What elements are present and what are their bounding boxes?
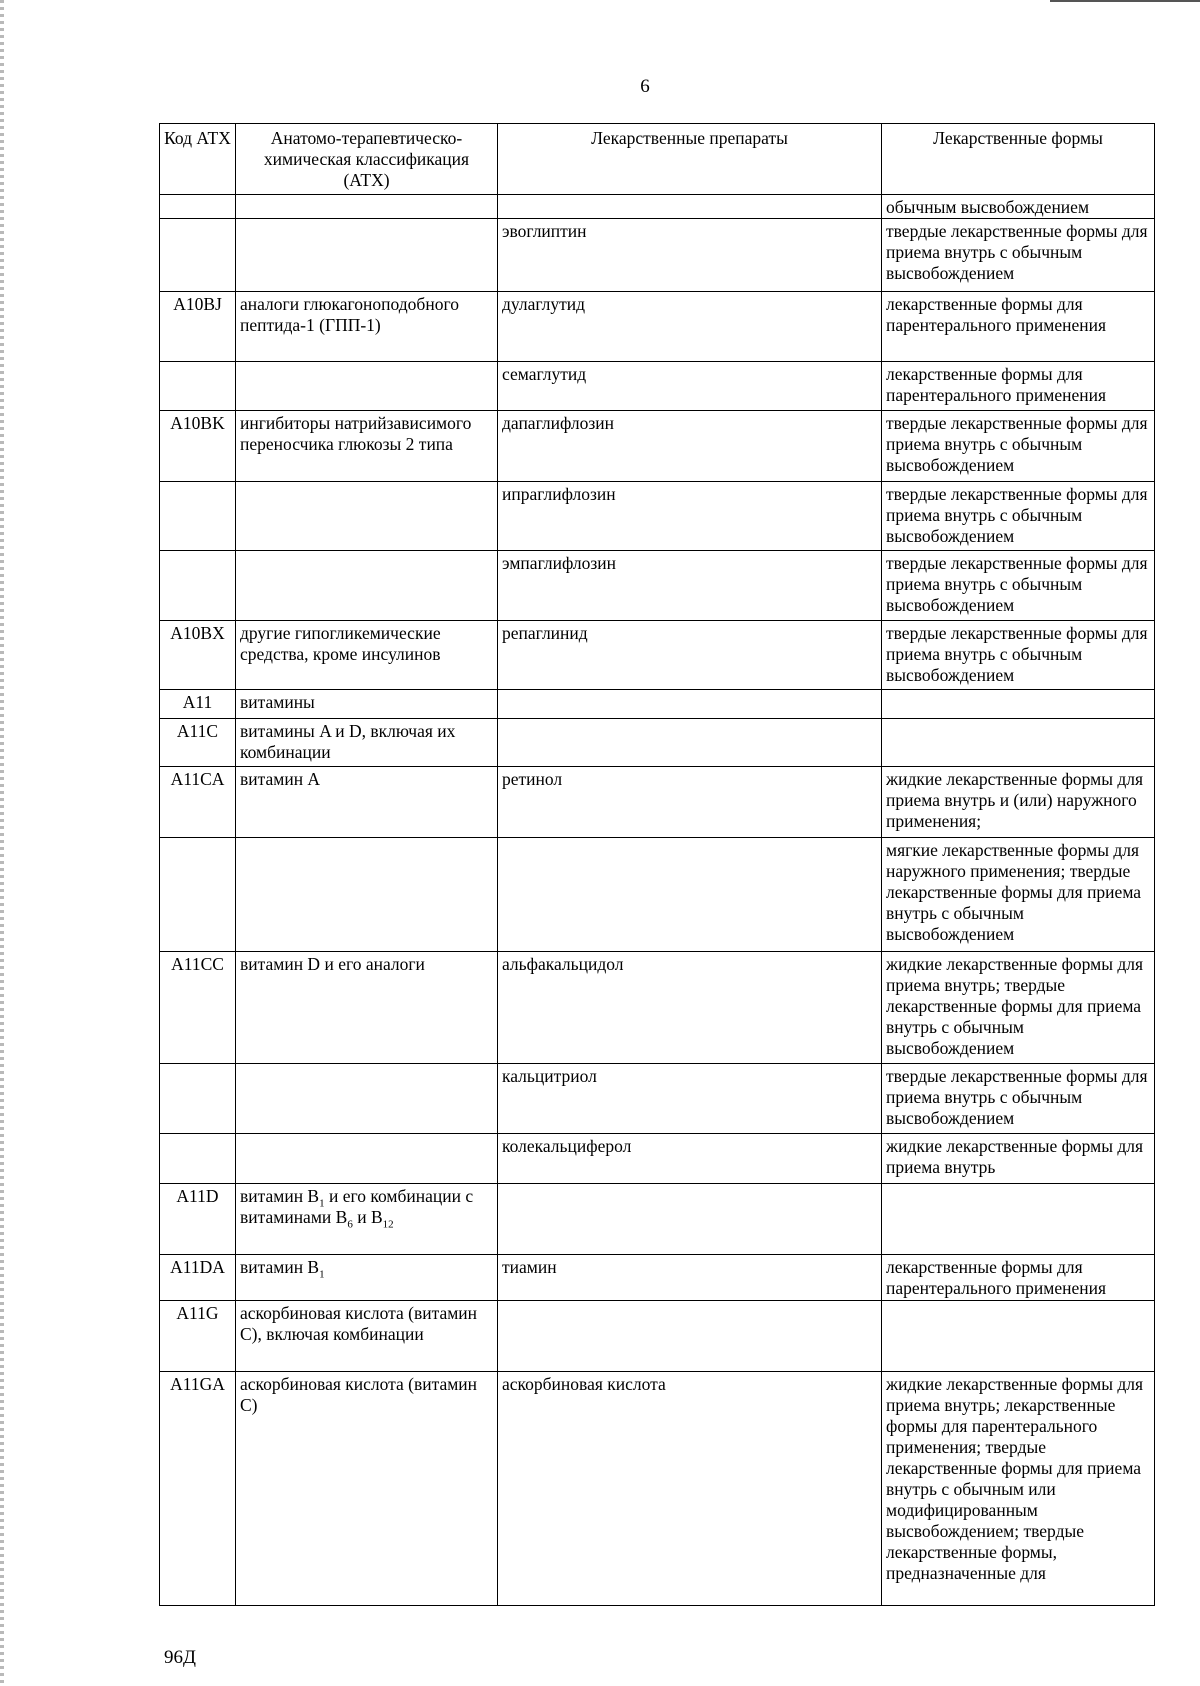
cell-form — [882, 1184, 1155, 1255]
cell-classification: ингибиторы натрийзависимого переносчика глюкозы 2 типа — [236, 411, 498, 482]
header-code: Код АТХ — [160, 124, 236, 195]
cell-drug: ретинол — [498, 767, 882, 838]
table-row — [160, 1301, 1155, 1372]
cell-form: жидкие лекарственные формы для приема внутрь — [882, 1134, 1155, 1184]
cell-classification — [236, 1255, 498, 1301]
cell-classification: витамин А — [236, 767, 498, 838]
cell-classification — [236, 1064, 498, 1134]
table-row — [160, 767, 1155, 838]
cell-drug: колекальциферол — [498, 1134, 882, 1184]
cell-form: твердые лекарственные формы для приема внутрь с обычным высвобождением — [882, 551, 1155, 621]
cell-drug: эвоглиптин — [498, 219, 882, 292]
table-row — [160, 1184, 1155, 1255]
subscript: 1 — [319, 1268, 325, 1281]
header-classification: Анатомо-терапевтическо-химическая классификация (АТХ) — [236, 124, 498, 195]
table-row — [160, 1064, 1155, 1134]
cell-drug: аскорбиновая кислота — [498, 1372, 882, 1606]
cell-code: A10BX — [160, 621, 236, 690]
page-number: 6 — [640, 76, 650, 97]
subscript: 12 — [382, 1218, 394, 1231]
cell-code — [160, 482, 236, 551]
cell-drug — [498, 195, 882, 219]
cell-classification — [236, 362, 498, 411]
cell-drug: ипраглифлозин — [498, 482, 882, 551]
subscript: 1 — [319, 1197, 325, 1210]
footer-code: 96Д — [164, 1647, 196, 1668]
table-row — [160, 690, 1155, 719]
cell-drug — [498, 1184, 882, 1255]
header-drugs: Лекарственные препараты — [498, 124, 882, 195]
cell-code — [160, 1134, 236, 1184]
cell-classification — [236, 1184, 498, 1255]
cell-form — [882, 1301, 1155, 1372]
cell-code — [160, 551, 236, 621]
cell-code: A11G — [160, 1301, 236, 1372]
cell-code — [160, 195, 236, 219]
table-row — [160, 411, 1155, 482]
cell-code — [160, 219, 236, 292]
header-forms: Лекарственные формы — [882, 124, 1155, 195]
cell-drug: репаглинид — [498, 621, 882, 690]
text-part: витамин B — [240, 1257, 320, 1277]
table-row — [160, 362, 1155, 411]
cell-classification: витамины A и D, включая их комбинации — [236, 719, 498, 767]
cell-code: A11CA — [160, 767, 236, 838]
subscript: 6 — [347, 1218, 353, 1231]
cell-form: обычным высвобождением — [882, 195, 1155, 219]
cell-form: лекарственные формы для парентерального применения — [882, 292, 1155, 362]
cell-drug: семаглутид — [498, 362, 882, 411]
table-row — [160, 219, 1155, 292]
cell-classification: аналоги глюкагоноподобного пептида-1 (ГПП-1) — [236, 292, 498, 362]
cell-form: твердые лекарственные формы для приема внутрь с обычным высвобождением — [882, 482, 1155, 551]
cell-drug — [498, 1301, 882, 1372]
cell-drug — [498, 838, 882, 952]
cell-drug — [498, 719, 882, 767]
cell-code: A11 — [160, 690, 236, 719]
cell-classification: витамины — [236, 690, 498, 719]
cell-drug: дапаглифлозин — [498, 411, 882, 482]
cell-code: A10BK — [160, 411, 236, 482]
cell-classification — [236, 219, 498, 292]
text-part: и его комбинации с витаминами B — [240, 1186, 474, 1227]
cell-code — [160, 838, 236, 952]
table-row — [160, 719, 1155, 767]
cell-drug: дулаглутид — [498, 292, 882, 362]
cell-form: твердые лекарственные формы для приема внутрь с обычным высвобождением — [882, 621, 1155, 690]
table-row — [160, 292, 1155, 362]
cell-code: A11GA — [160, 1372, 236, 1606]
cell-classification — [236, 551, 498, 621]
table-row — [160, 1255, 1155, 1301]
cell-form: лекарственные формы для парентерального применения — [882, 362, 1155, 411]
cell-form: жидкие лекарственные формы для приема внутрь; твердые лекарственные формы для приема внутрь с обычным высвобождением — [882, 952, 1155, 1064]
cell-form: жидкие лекарственные формы для приема внутрь; лекарственные формы для парентерального применения; твердые лекарственные формы для приема внутрь с обычным или модифицированным высвобождением; твердые лекарственные формы, предназначенные для — [882, 1372, 1155, 1606]
cell-drug: альфакальцидол — [498, 952, 882, 1064]
cell-code — [160, 362, 236, 411]
table-row — [160, 482, 1155, 551]
scan-edge-left — [0, 0, 4, 1686]
cell-classification — [236, 1134, 498, 1184]
cell-code: A10BJ — [160, 292, 236, 362]
cell-classification — [236, 195, 498, 219]
cell-form: твердые лекарственные формы для приема внутрь с обычным высвобождением — [882, 1064, 1155, 1134]
cell-classification: аскорбиновая кислота (витамин С), включая комбинации — [236, 1301, 498, 1372]
cell-classification: другие гипогликемические средства, кроме инсулинов — [236, 621, 498, 690]
cell-form — [882, 690, 1155, 719]
cell-form: лекарственные формы для парентерального применения — [882, 1255, 1155, 1301]
table-row — [160, 551, 1155, 621]
text-part: витамин B — [240, 1186, 320, 1206]
cell-code: A11CC — [160, 952, 236, 1064]
cell-form: жидкие лекарственные формы для приема внутрь и (или) наружного применения; — [882, 767, 1155, 838]
cell-code: A11DA — [160, 1255, 236, 1301]
cell-classification: витамин D и его аналоги — [236, 952, 498, 1064]
cell-code: A11D — [160, 1184, 236, 1255]
cell-drug: тиамин — [498, 1255, 882, 1301]
table-row — [160, 952, 1155, 1064]
table-header-row — [160, 124, 1155, 195]
cell-code: A11C — [160, 719, 236, 767]
cell-drug: эмпаглифлозин — [498, 551, 882, 621]
cell-classification — [236, 838, 498, 952]
cell-drug: кальцитриол — [498, 1064, 882, 1134]
text-part: и B — [352, 1207, 383, 1227]
cell-classification — [236, 482, 498, 551]
table-row — [160, 1134, 1155, 1184]
atc-table — [159, 123, 1155, 1606]
cell-drug — [498, 690, 882, 719]
table-row — [160, 195, 1155, 219]
table-row — [160, 621, 1155, 690]
cell-form: мягкие лекарственные формы для наружного применения; твердые лекарственные формы для приема внутрь с обычным высвобождением — [882, 838, 1155, 952]
table-row — [160, 1372, 1155, 1606]
scan-edge-top — [1050, 0, 1200, 2]
cell-code — [160, 1064, 236, 1134]
cell-form — [882, 719, 1155, 767]
table-row — [160, 838, 1155, 952]
cell-classification: аскорбиновая кислота (витамин С) — [236, 1372, 498, 1606]
cell-form: твердые лекарственные формы для приема внутрь с обычным высвобождением — [882, 219, 1155, 292]
cell-form: твердые лекарственные формы для приема внутрь с обычным высвобождением — [882, 411, 1155, 482]
